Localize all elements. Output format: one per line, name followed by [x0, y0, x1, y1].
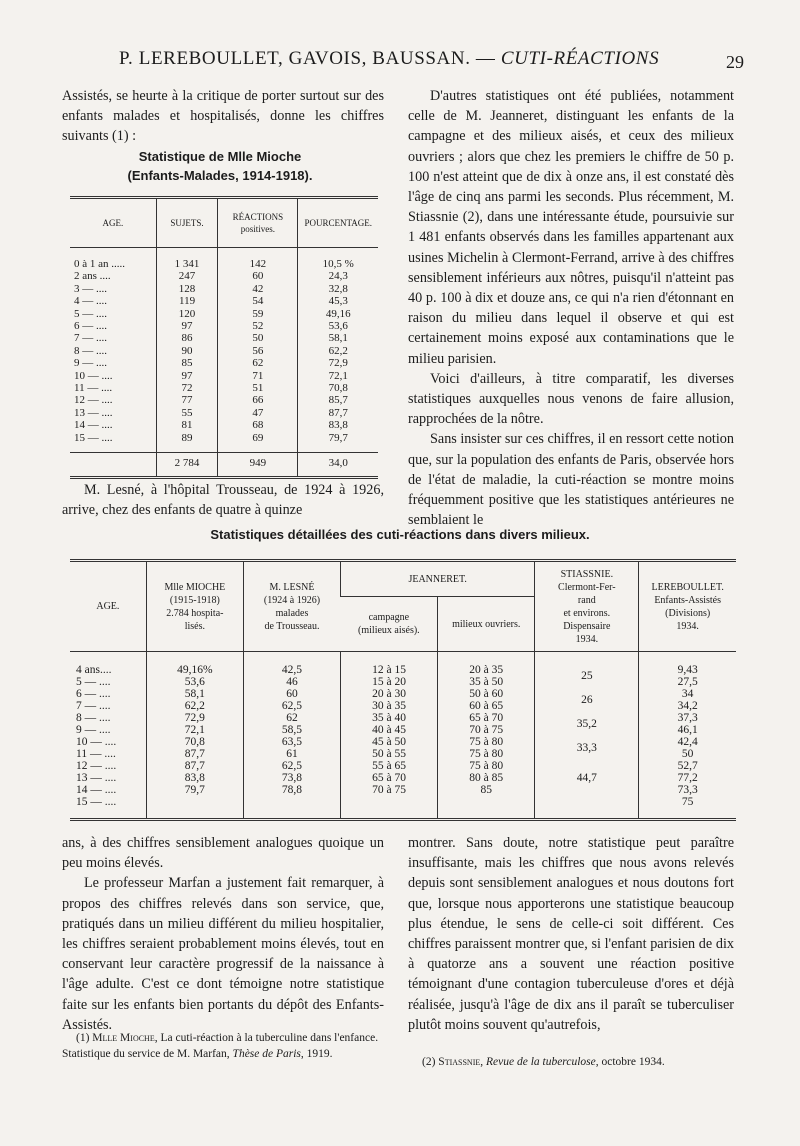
table2-header-mioche — [146, 561, 243, 652]
table2-lereboullet-cell: 34 — [639, 688, 736, 700]
table1-positive-cell: 50 — [218, 332, 298, 344]
paragraph: montrer. Sans doute, notre statistique peut paraître insuffisante, mais les chiffres que nous avons relevés depuis sont sensiblement analogues et nous doutons fort que, lorsque nous apporterons une statistique beaucoup plus étendue, le sens de celle-ci soit différent. Ces chiffres paraissent montrer que, si l'enfant parisien de dix à quatorze ans a souvent une réaction positive témoignant d'une contagion tuberculeuse d'ores et déjà réalisée, jusqu'à l'âge de dix ans il paraît se tuberculiser plutôt moins souvent qu'autrefois, — [408, 835, 734, 1033]
table1-positive-cell: 60 — [218, 270, 298, 282]
table-row — [70, 796, 736, 820]
table2-lereboullet-cell: 73,3 — [639, 784, 736, 796]
table1-percent-cell: 58,1 — [298, 332, 378, 344]
header-authors: P. LEREBOULLET, GAVOIS, BAUSSAN. — [119, 48, 471, 69]
table1-percent-cell: 72,1 — [298, 370, 378, 382]
table2-stiassnie-cell: 35,2 — [535, 712, 639, 736]
table-row — [70, 357, 378, 369]
table-row — [70, 270, 378, 282]
header-line: (Divisions) — [665, 607, 711, 619]
table2-campagne-cell: 35 à 40 — [341, 712, 438, 724]
table1-percent-cell: 87,7 — [298, 407, 378, 419]
table1-subjects-cell: 119 — [156, 295, 218, 307]
table2-campagne-cell: 20 à 30 — [341, 688, 438, 700]
table2-age-cell: 11 — .... — [76, 748, 116, 760]
table1-percent-cell: 85,7 — [298, 394, 378, 406]
table2-age-cell: 10 — .... — [76, 736, 117, 748]
table1-subjects-cell: 128 — [156, 283, 218, 295]
table2-campagne-cell: 45 à 50 — [341, 736, 438, 748]
table2-lesne-cell — [243, 796, 340, 820]
table1-positive-cell: 69 — [218, 432, 298, 453]
header-line: lisés. — [184, 620, 205, 632]
table2-header-campagne — [341, 597, 438, 652]
table1-subjects-cell: 55 — [156, 407, 218, 419]
footnote-1-year: , 1919. — [300, 1048, 333, 1060]
table1-age-cell: 7 — .... — [74, 332, 107, 345]
table2-mioche-cell — [146, 796, 243, 820]
paragraph: Sans insister sur ces chiffres, il en ressort cette notion que, sur la population des enfants de Paris, observée hors de l'état de maladie, la cuti-réaction se montre moins fréquemment positive que les statistiques antérieures ne semblaient le — [408, 431, 734, 529]
table2-ouvriers-cell: 75 à 80 — [438, 760, 535, 772]
table1-subjects-cell: 97 — [156, 370, 218, 382]
header-line: Mlle MIOCHE — [164, 581, 226, 593]
table2-mioche-cell: 62,2 — [146, 700, 243, 712]
header-line: Enfants-Assistés — [654, 594, 721, 606]
table-row — [70, 736, 736, 748]
table-row — [70, 419, 378, 431]
table2-lesne-cell: 62,5 — [243, 700, 340, 712]
table1-positive-cell: 62 — [218, 357, 298, 369]
table1-caption — [90, 147, 350, 185]
table1-title: Statistique de Mlle Mioche — [138, 149, 302, 164]
paragraph: Le professeur Marfan a justement fait remarquer, à propos des chiffres relevés dans son service, que, pratiqués dans un milieu différent du milieu hospitalier, les chiffres seraient probablement moins élevés, tout en conservant leur caractère progressif de la naissance à l'âge adulte. C'est ce dont témoigne notre statistique faite sur les enfants bien portants du dépôt des Enfants-Assistés. — [62, 875, 384, 1033]
table-row — [70, 394, 378, 406]
table2-age-cell: 9 — .... — [76, 724, 111, 736]
table1-subjects-cell: 85 — [156, 357, 218, 369]
table2-header-lereboullet — [639, 561, 736, 652]
table2-mioche-cell: 72,1 — [146, 724, 243, 736]
table1-positive-cell: 47 — [218, 407, 298, 419]
paragraph: ans, à des chiffres sensiblement analogues quoique un peu moins élevés. — [62, 835, 384, 872]
running-header — [64, 38, 744, 78]
table1-age-cell: 13 — .... — [74, 406, 113, 419]
footnote-1-number: (1) — [76, 1032, 90, 1044]
table1-positive-cell: 52 — [218, 320, 298, 332]
header-section: CUTI-RÉACTIONS — [500, 48, 660, 69]
table2-ouvriers-cell: 20 à 35 — [438, 652, 535, 677]
table2-header-age: AGE. — [70, 561, 146, 652]
table1-subjects-cell: 247 — [156, 270, 218, 282]
table1-subjects-cell: 97 — [156, 320, 218, 332]
table-row — [70, 320, 378, 332]
header-line: 1934. — [575, 633, 599, 645]
table2-lesne-cell: 62 — [243, 712, 340, 724]
table1-positive-cell: 42 — [218, 283, 298, 295]
table2-lereboullet-cell: 42,4 — [639, 736, 736, 748]
table1-subjects-cell: 72 — [156, 382, 218, 394]
header-line: (1915-1918) — [169, 594, 220, 606]
footnote-1-author: Mlle Mioche, — [92, 1032, 158, 1044]
table1-age-cell: 6 — .... — [74, 320, 107, 333]
table1-positive-cell: 71 — [218, 370, 298, 382]
table2-header-jeanneret: JEANNERET. — [341, 561, 535, 597]
left-column-bottom — [62, 833, 384, 1035]
table1-header: SUJETS. — [156, 198, 218, 248]
table1-header: RÉACTIONS positives. — [218, 198, 298, 248]
table2-ouvriers-cell: 65 à 70 — [438, 712, 535, 724]
table1-totals-row — [70, 453, 378, 477]
header-line: STIASSNIE. — [560, 568, 614, 580]
table1-positive-cell: 56 — [218, 345, 298, 357]
header-line: campagne — [368, 612, 410, 623]
header-line: rand — [577, 594, 596, 606]
paragraph: D'autres statistiques ont été publiées, notamment celle de M. Jeanneret, distinguant les enfants de la campagne et des milieux aisés, et ceux des milieux ouvriers ; alors que chez les premiers le chiffre de 50 p. 100 n'est atteint que de dix à onze ans, il est constaté dès l'âge de cinq ans parmi les seconds. Plus récemment, M. Stiassnie (2), dans une intéressante étude, poursuivie sur 1 481 enfants observés dans les familles appartenant aux usines Michelin à Clermont-Ferrand, arrive à des chiffres sensiblement inférieurs aux nôtres, puisqu'il n'atteint pas 40 p. 100 à dix et douze ans, ce qui n'a rien d'étonnant en raison du milieu dans lequel il observe et qui est certainement moins exposé aux contaminations que le milieu parisien. — [408, 88, 734, 367]
table1-percent-cell: 49,16 — [298, 308, 378, 320]
table-row — [70, 308, 378, 320]
paragraph: Voici d'ailleurs, à titre comparatif, les diverses statistiques auxquelles nous venons de faire allusion, rapprochées de la nôtre. — [408, 370, 734, 428]
header-line: (milieux aisés). — [358, 625, 420, 636]
table1-percent-cell: 32,8 — [298, 283, 378, 295]
table-row — [70, 332, 378, 344]
table-row — [70, 295, 378, 307]
table1-total-cell: 949 — [218, 453, 298, 477]
table1-subjects-cell: 77 — [156, 394, 218, 406]
table-row — [70, 345, 378, 357]
table1-positive-cell: 59 — [218, 308, 298, 320]
right-column-top — [408, 86, 734, 530]
table2-lesne-cell: 42,5 — [243, 652, 340, 677]
table2-campagne-cell: 12 à 15 — [341, 652, 438, 677]
table1-age-cell: 12 — .... — [74, 394, 113, 407]
paragraph: Assistés, se heurte à la critique de porter surtout sur des enfants malades et hospitalisés, donne les chiffres suivants (1) : — [62, 88, 384, 145]
table2-age-cell: 14 — .... — [76, 784, 117, 796]
table1-subjects-cell: 86 — [156, 332, 218, 344]
table1-positive-cell: 54 — [218, 295, 298, 307]
table2-ouvriers-cell — [438, 796, 535, 820]
table2-age-cell: 6 — .... — [76, 688, 111, 700]
footnote-1-text: La cuti-réaction à la tuberculine dans l'enfance. Statistique du service de M. Marfan, — [62, 1032, 379, 1060]
table-mioche — [70, 196, 378, 479]
footnote-2-author: Stiassnie, — [438, 1056, 484, 1068]
table2-mioche-cell: 70,8 — [146, 736, 243, 748]
table2-stiassnie-cell: 33,3 — [535, 736, 639, 760]
table1-subjects-cell: 90 — [156, 345, 218, 357]
table2-header-stiassnie — [535, 561, 639, 652]
table2-age-cell: 4 ans.... — [76, 664, 112, 676]
table1-age-cell: 3 — .... — [74, 282, 107, 295]
footnote-1 — [62, 1030, 384, 1062]
table2-age-cell: 15 — .... — [70, 796, 146, 820]
table-row — [70, 407, 378, 419]
table1-subjects-cell: 120 — [156, 308, 218, 320]
table-row — [70, 370, 378, 382]
table1-percent-cell: 79,7 — [298, 432, 378, 453]
table2-stiassnie-cell — [535, 796, 639, 820]
table2-age-cell: 13 — .... — [76, 772, 117, 784]
table2-age-cell: 12 — .... — [76, 760, 117, 772]
left-column-top — [62, 86, 384, 147]
table2-lereboullet-cell: 46,1 — [639, 724, 736, 736]
header-line: 1934. — [676, 620, 699, 632]
table2-stiassnie-cell: 26 — [535, 688, 639, 712]
table2-campagne-cell: 65 à 70 — [341, 772, 438, 784]
table1-header: POURCENTAGE. — [298, 198, 378, 248]
footnote-2-number: (2) — [422, 1056, 436, 1068]
footnote-2-date: , octobre 1934. — [595, 1056, 665, 1068]
table2-lesne-cell: 58,5 — [243, 724, 340, 736]
table2-ouvriers-cell: 60 à 65 — [438, 700, 535, 712]
table1-percent-cell: 53,6 — [298, 320, 378, 332]
header-line: LEREBOULLET. — [651, 581, 724, 593]
table1-percent-cell: 83,8 — [298, 419, 378, 431]
table1-total-cell: 34,0 — [298, 453, 378, 477]
table2-mioche-cell: 72,9 — [146, 712, 243, 724]
table2-lereboullet-cell: 34,2 — [639, 700, 736, 712]
paragraph: M. Lesné, à l'hôpital Trousseau, de 1924 à 1926, arrive, chez des enfants de quatre à quinze — [62, 482, 384, 519]
table2-mioche-cell: 83,8 — [146, 772, 243, 784]
table1-age-cell: 9 — .... — [74, 357, 107, 370]
table1-total-cell: 2 784 — [156, 453, 218, 477]
table2-age-cell: 8 — .... — [76, 712, 111, 724]
left-column-mid — [62, 480, 384, 520]
table2-lesne-cell: 62,5 — [243, 760, 340, 772]
header-line: Dispensaire — [563, 620, 611, 632]
table1-percent-cell: 72,9 — [298, 357, 378, 369]
table1-percent-cell: 70,8 — [298, 382, 378, 394]
header-line: malades — [275, 607, 309, 619]
table-row — [70, 760, 736, 772]
table1-total-cell — [70, 453, 156, 477]
table1-subtitle: (Enfants-Malades, 1914-1918). — [127, 168, 313, 183]
table2-header-ouvriers: milieux ouvriers. — [438, 597, 535, 652]
header-title — [119, 48, 659, 70]
table2-lesne-cell: 46 — [243, 676, 340, 688]
table2-mioche-cell: 79,7 — [146, 784, 243, 796]
table1-age-cell: 2 ans .... — [74, 270, 111, 283]
table2-mioche-cell: 87,7 — [146, 760, 243, 772]
table1-percent-cell: 24,3 — [298, 270, 378, 282]
page-number: 29 — [726, 52, 744, 72]
table1-age-cell: 14 — .... — [74, 419, 113, 432]
table2-ouvriers-cell: 75 à 80 — [438, 736, 535, 748]
table1-percent-cell: 62,2 — [298, 345, 378, 357]
table2-lereboullet-cell: 75 — [639, 796, 736, 820]
table2-lesne-cell: 73,8 — [243, 772, 340, 784]
table2-ouvriers-cell: 80 à 85 — [438, 772, 535, 784]
table1-age-cell: 10 — .... — [74, 369, 113, 382]
table2-age-cell: 7 — .... — [76, 700, 111, 712]
table1-age-cell: 11 — .... — [74, 382, 113, 395]
table1-age-cell: 0 à 1 an ..... — [74, 258, 126, 270]
footnote-2-journal: Revue de la tuberculose — [483, 1056, 596, 1068]
table2-campagne-cell: 70 à 75 — [341, 784, 438, 796]
table-row — [70, 382, 378, 394]
table1-age-cell: 8 — .... — [74, 344, 107, 357]
table-row — [70, 688, 736, 700]
table1-header: AGE. — [70, 198, 156, 248]
table1-age-cell: 4 — .... — [74, 295, 107, 308]
table1-age-cell: 15 — .... — [74, 431, 113, 444]
table2-campagne-cell: 55 à 65 — [341, 760, 438, 772]
table1-age-cell: 5 — .... — [74, 307, 107, 320]
table1-subjects-cell: 81 — [156, 419, 218, 431]
table2-lereboullet-cell: 77,2 — [639, 772, 736, 784]
table2-mioche-cell: 58,1 — [146, 688, 243, 700]
table2-campagne-cell: 50 à 55 — [341, 748, 438, 760]
table2-caption: Statistiques détaillées des cuti-réactions dans divers milieux. — [210, 527, 590, 542]
right-column-bottom — [408, 833, 734, 1035]
header-line: et environs. — [563, 607, 611, 619]
table2-age-cell: 5 — .... — [76, 676, 111, 688]
table2-stiassnie-cell: 25 — [535, 652, 639, 689]
footnote-2 — [408, 1054, 734, 1070]
table1-positive-cell: 68 — [218, 419, 298, 431]
header-line: 2.784 hospita- — [166, 607, 224, 619]
header-dash: — — [475, 48, 496, 69]
table-row — [70, 652, 736, 677]
table-row — [70, 283, 378, 295]
table2-lesne-cell: 63,5 — [243, 736, 340, 748]
table2-mioche-cell: 87,7 — [146, 748, 243, 760]
table2-lesne-cell: 60 — [243, 688, 340, 700]
table2-ouvriers-cell: 85 — [438, 784, 535, 796]
table1-positive-cell: 142 — [218, 248, 298, 271]
header-line: Clermont-Fer- — [558, 581, 616, 593]
table2-mioche-cell: 53,6 — [146, 676, 243, 688]
header-line: de Trousseau. — [264, 620, 320, 632]
table-row — [70, 712, 736, 724]
table2-campagne-cell — [341, 796, 438, 820]
table2-mioche-cell: 49,16% — [146, 652, 243, 677]
table1-percent-cell: 10,5 % — [298, 248, 378, 271]
table2-lereboullet-cell: 27,5 — [639, 676, 736, 688]
table2-stiassnie-cell: 44,7 — [535, 760, 639, 796]
table-row — [70, 432, 378, 453]
table2-lesne-cell: 61 — [243, 748, 340, 760]
table2-lereboullet-cell: 9,43 — [639, 652, 736, 677]
table2-ouvriers-cell: 35 à 50 — [438, 676, 535, 688]
table2-ouvriers-cell: 50 à 60 — [438, 688, 535, 700]
table2-ouvriers-cell: 75 à 80 — [438, 748, 535, 760]
header-line: (1924 à 1926) — [263, 594, 321, 606]
table2-ouvriers-cell: 70 à 75 — [438, 724, 535, 736]
table2-lereboullet-cell: 50 — [639, 748, 736, 760]
table1-percent-cell: 45,3 — [298, 295, 378, 307]
table2-campagne-cell: 15 à 20 — [341, 676, 438, 688]
table1-subjects-cell: 89 — [156, 432, 218, 453]
footnote-1-italic: Thèse de Paris — [232, 1048, 301, 1060]
table2-campagne-cell: 30 à 35 — [341, 700, 438, 712]
table2-lereboullet-cell: 37,3 — [639, 712, 736, 724]
table2-header-lesne — [243, 561, 340, 652]
table-row — [70, 248, 378, 271]
table2-campagne-cell: 40 à 45 — [341, 724, 438, 736]
table2-lereboullet-cell: 52,7 — [639, 760, 736, 772]
header-line: M. LESNÉ — [269, 581, 315, 593]
table1-positive-cell: 66 — [218, 394, 298, 406]
table1-subjects-cell: 1 341 — [156, 248, 218, 271]
table1-positive-cell: 51 — [218, 382, 298, 394]
table2-lesne-cell: 78,8 — [243, 784, 340, 796]
table-comparative — [70, 559, 736, 821]
